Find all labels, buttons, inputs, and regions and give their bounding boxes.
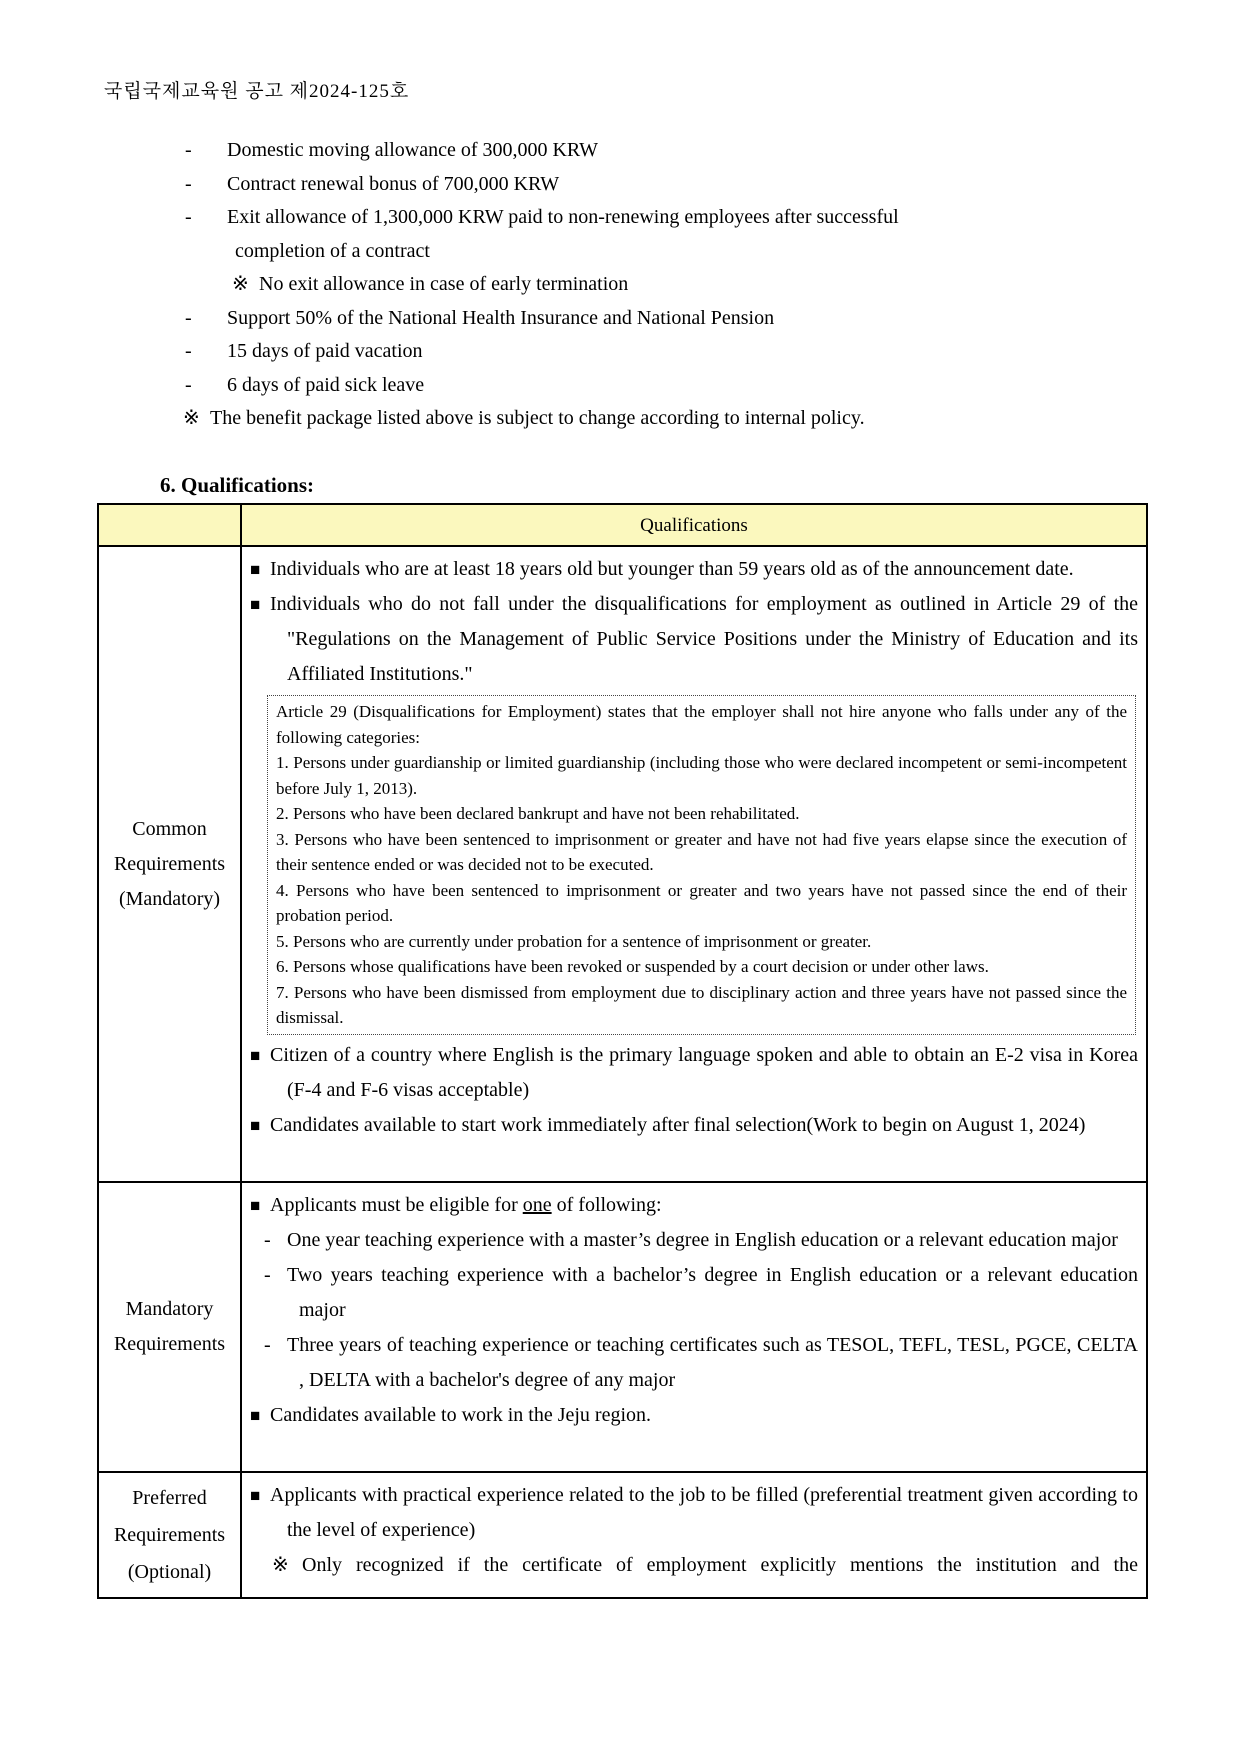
- section-title: 6. Qualifications:: [160, 473, 315, 497]
- qualification-text: Applicants with practical experience related to the job to be filled (preferential treatment given according to the level of experience): [270, 1484, 1138, 1541]
- qualifications-cell: [242, 547, 1146, 1181]
- square-bullet-icon: ■: [250, 1115, 261, 1135]
- square-bullet-icon: ■: [250, 1486, 261, 1505]
- qualifications-cell: [242, 1473, 1146, 1597]
- qualification-sub-item: [264, 1328, 1138, 1398]
- category-cell: [99, 1183, 242, 1471]
- benefit-item: [185, 201, 1158, 268]
- dash-bullet: -: [185, 172, 192, 195]
- article-29-box: [267, 695, 1136, 1035]
- benefit-text: Exit allowance of 1,300,000 KRW paid to non-renewing employees after successful: [227, 206, 899, 228]
- table-header-category-cell: [99, 505, 242, 545]
- text-suffix: of following:: [551, 1194, 662, 1216]
- article-paragraph: 3. Persons who have been sentenced to imprisonment or greater and have not had five years elapse since the execution of their sentence ended or was decided not to be executed.: [276, 829, 1127, 874]
- benefit-text: Domestic moving allowance of 300,000 KRW: [227, 139, 599, 161]
- qualification-sub-item: [264, 1223, 1138, 1258]
- benefit-note: [232, 268, 1158, 302]
- qualification-item: [250, 552, 1138, 587]
- reference-mark-icon: ※: [272, 1554, 289, 1576]
- category-line: Requirements: [113, 852, 226, 875]
- qualification-text: Only recognized if the certificate of employment explicitly mentions the institution and the: [302, 1554, 1138, 1576]
- article-paragraph: Article 29 (Disqualifications for Employment) states that the employer shall not hire anyone who falls under any of the following categories:: [276, 702, 1127, 747]
- qualification-item: [250, 1478, 1138, 1548]
- table-header-row: [99, 505, 1146, 545]
- qualification-item: [250, 1038, 1138, 1108]
- article-paragraph: 7. Persons who have been dismissed from employment due to disciplinary action and three years have not passed since the dismissal.: [276, 982, 1127, 1027]
- benefit-item: [185, 168, 1158, 202]
- square-bullet-icon: ■: [250, 595, 261, 614]
- note-text: No exit allowance in case of early termination: [259, 273, 629, 295]
- qualifications-cell: [242, 1183, 1146, 1471]
- qualifications-table: [97, 503, 1148, 1599]
- category-line: (Optional): [127, 1560, 212, 1583]
- dash-bullet: -: [185, 373, 192, 396]
- table-header-qualifications-cell: [242, 505, 1146, 545]
- category-line: Requirements: [113, 1333, 226, 1355]
- square-bullet-icon: ■: [250, 560, 261, 579]
- benefit-text: Support 50% of the National Health Insurance and National Pension: [227, 306, 775, 329]
- article-paragraph: 4. Persons who have been sentenced to imprisonment or greater and two years have not passed since the end of their probation period.: [276, 880, 1127, 925]
- qualification-text: Candidates available to start work immediately after final selection(Work to begin on August 1, 2024): [270, 1113, 1086, 1136]
- qualification-item: [250, 1188, 1138, 1223]
- benefit-item: [185, 335, 1158, 369]
- table-row-common-requirements: [99, 545, 1146, 1181]
- category-line: Mandatory: [125, 1298, 214, 1320]
- qualification-note: [272, 1548, 1138, 1583]
- note-text: The benefit package listed above is subject to change according to internal policy.: [210, 407, 865, 429]
- category-line: Preferred: [132, 1486, 207, 1509]
- benefits-list: [183, 134, 1158, 436]
- underlined-word: one: [522, 1194, 552, 1216]
- reference-mark-icon: ※: [183, 407, 200, 429]
- table-header-label: Qualifications: [640, 514, 748, 536]
- qualification-item: [250, 1398, 1138, 1433]
- qualification-text: Two years teaching experience with a bachelor’s degree in English education or a relevant education major: [287, 1264, 1138, 1321]
- benefit-item: [185, 302, 1158, 336]
- table-row-preferred-requirements: [99, 1471, 1146, 1597]
- qualification-text: Candidates available to work in the Jeju region.: [270, 1404, 652, 1426]
- text-prefix: Applicants must be eligible for: [270, 1194, 523, 1216]
- qualification-text: Three years of teaching experience or teaching certificates such as TESOL, TEFL, TESL, PGCE, CELTA , DELTA with a bachelor's degree of any major: [287, 1334, 1138, 1391]
- dash-bullet: -: [185, 206, 192, 228]
- square-bullet-icon: ■: [250, 1406, 261, 1425]
- category-line: (Mandatory): [118, 887, 221, 910]
- dash-bullet: -: [264, 1264, 271, 1286]
- qualification-text: [270, 1194, 662, 1216]
- qualification-item: [250, 587, 1138, 692]
- qualification-text: Citizen of a country where English is the primary language spoken and able to obtain an E-2 visa in Korea (F-4 and F-6 visas acceptable): [270, 1043, 1138, 1101]
- article-paragraph: 6. Persons whose qualifications have been revoked or suspended by a court decision or under other laws.: [276, 957, 989, 976]
- dash-bullet: -: [185, 340, 192, 362]
- category-cell: [99, 547, 242, 1181]
- qualification-text: One year teaching experience with a master’s degree in English education or a relevant education major: [287, 1229, 1118, 1251]
- benefit-item: [185, 369, 1158, 403]
- square-bullet-icon: ■: [250, 1045, 261, 1065]
- article-paragraph: 5. Persons who are currently under probation for a sentence of imprisonment or greater.: [276, 931, 872, 951]
- dash-bullet: -: [185, 306, 192, 329]
- category-line: Common: [132, 817, 207, 840]
- benefit-item: [185, 134, 1158, 168]
- article-paragraph: 1. Persons under guardianship or limited guardianship (including those who were declared incompetent or semi-incompetent before July 1, 2013).: [276, 753, 1127, 798]
- table-row-mandatory-requirements: [99, 1181, 1146, 1471]
- square-bullet-icon: ■: [250, 1196, 261, 1215]
- benefit-text-continued: completion of a contract: [235, 239, 430, 262]
- benefit-note: [183, 402, 1158, 436]
- qualification-text: Individuals who are at least 18 years old but younger than 59 years old as of the announcement date.: [270, 558, 1074, 580]
- category-line: Requirements: [113, 1523, 226, 1546]
- dash-bullet: -: [264, 1229, 271, 1251]
- qualification-item: [250, 1108, 1138, 1143]
- category-cell: [99, 1473, 242, 1597]
- benefit-text: Contract renewal bonus of 700,000 KRW: [227, 172, 560, 195]
- article-paragraph: 2. Persons who have been declared bankrupt and have not been rehabilitated.: [276, 804, 800, 823]
- qualification-text: Individuals who do not fall under the disqualifications for employment as outlined in Article 29 of the "Regulations on the Management of Public Service Positions under the Ministry of Education and its Affiliated Institutions.": [270, 593, 1138, 685]
- dash-bullet: -: [264, 1334, 271, 1356]
- notice-number: 국립국제교육원 공고 제2024-125호: [104, 81, 410, 102]
- benefit-text: 15 days of paid vacation: [227, 340, 423, 362]
- dash-bullet: -: [185, 139, 192, 161]
- qualification-sub-item: [264, 1258, 1138, 1328]
- benefit-text: 6 days of paid sick leave: [227, 373, 425, 396]
- reference-mark-icon: ※: [232, 273, 249, 295]
